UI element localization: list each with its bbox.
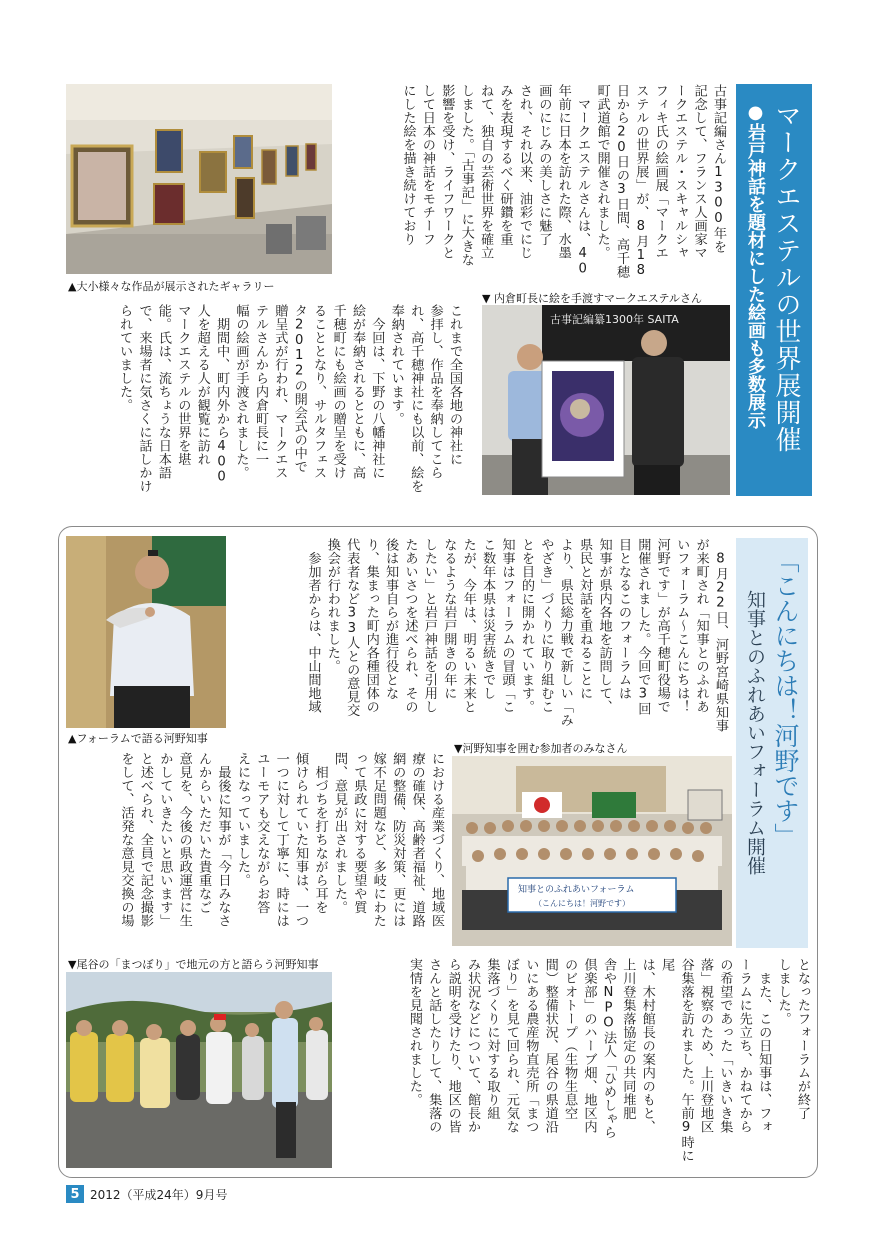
article1-subtitle: ●岩戸神話を題材にした絵画も多数展示: [745, 102, 766, 429]
caption-governor: ▲フォーラムで語る河野知事: [68, 732, 208, 745]
article1-body-col2: これまで全国各地の神社に 参拝し、作品を奉納してこら れ、高千穂神社にも以前、絵を 奉納されています。 今回は、下野の八幡神社に 絵が奉納されるとともに、高 千穂町にも絵画の贈呈を受け ることとなり、サルタフェス タ2012の開会式の中で 贈呈式が行われ、マークエス テルさんから内倉町長に一 幅の絵画が手渡されました。 期間中、町内外から400 人を超える人が観覧に訪れ マークエステルの世界を堪 能。氏は、流ちょうな日本語 で、来場者に気さくに話しかけ られていました。: [117, 304, 462, 493]
article1-body-col1: 古事記編さん1300年を 記念して、フランス人画家マ ークエステル・スキャルシャ フィキ氏の絵画展「マークエ ステルの世界展」が、8月18 日から20日の3日間、高千穂 町武道館で開催されました。 マークエステルさんは、40 年前に日本を訪れた際、水墨 画のにじみの美しさに魅了 され、それ以来、油彩でにじ みを表現するべく研鑽を重 ねて、独自の芸術世界を確立 しました。「古事記」に大きな 影響を受け、ライフワークと して日本の神話をモチーフ にした絵を描き続けており: [400, 84, 726, 279]
group-photo: [452, 756, 732, 946]
page-number: 5: [66, 1185, 84, 1203]
gallery-photo: [66, 84, 332, 274]
gallery-image: [66, 84, 332, 274]
issue-label: 2012（平成24年）9月号: [90, 1187, 228, 1202]
article2-title: 「こんにちは！河野です」: [771, 548, 800, 848]
caption-gallery: ▲大小様々な作品が展示されたギャラリー: [68, 280, 275, 293]
caption-handover: ▼ 内倉町長に絵を手渡すマークエステルさん: [482, 292, 702, 305]
village-image: [66, 972, 332, 1168]
article2-title-banner: [736, 538, 808, 948]
group-image: [452, 756, 732, 946]
group-banner-main: 知事とのふれあいフォーラム: [518, 885, 635, 895]
article2-body-col1: 8月22日、河野宮崎県知事 が来町され「知事とのふれあ いフォーラム〜こんにちは！ 河野です」が高千穂町役場で 開催されました。今回で3回 目となるこのフォーラムは 知事が県内各地を訪問して、 県民と対話を重ねることに より、県民総力戦で新しい「み やざき」づくりに取り組むこ とを目的に開かれています。 知事はフォーラムの冒頭「こ こ数年本県は災害続きでし たが、今年は、明るい未来と なるような岩戸開きの年に したい」と岩戸神話を引用し たあいさつを述べられ、その 後は知事自らが進行役とな り、集まった町内各種団体の 代表者など33人との意見交 換会が行われました。 参加者からは、中山間地域: [305, 538, 728, 733]
group-banner-sub: （こんにちは！河野です）: [534, 899, 630, 908]
village-photo: [66, 972, 332, 1168]
governor-image: [66, 536, 226, 728]
article2-body-col3: となったフォーラムが終了 しました。 また、この日知事は、フォ ーラムに先立ち、かねてから の希望であった「いきいき集 落」視察のため、上川登地区 谷集落を訪れました。午前9時に尾 は、木村館長の案内のもと、 上川登集落協定の共同堆肥 舎やNPO法人「ひめしゃら 倶楽部」のハーブ畑、地区内 のビオトープ（生物生息空 間）整備状況、尾谷の県道沿 いにある農産物直売所「まつ ぼり」を見て回られ、元気な 集落づくりに対する取り組 み状況などについて、館長か ら説明を受けたり、地区の皆 さんと話したりして、集落の 実情を見聞されました。: [406, 958, 810, 1163]
article2-body-col2: における産業づくり、地域医 療の確保、高齢者福祉、道路 網の整備、防災対策、更には 嫁不足問題など、多岐にわた って県政に対する要望や質 問、意見が出されました。 相づちを打ちながら耳を 傾けられていた知事は、一つ 一つに対して丁寧に、時には ユーモアも交えながらお答 えになっていました。 最後に知事が「今日みなさ んからいただいた貴重なご 意見を、今後の県政運営に生 かしていきたいと思います」 と述べられ、全員で記念撮影 をして、活発な意見交換の場: [118, 752, 444, 928]
handover-photo: [482, 305, 730, 495]
page-footer: [66, 1184, 227, 1204]
article1-title-banner: [736, 84, 812, 496]
sign-text: 古事記編纂1300年 SAITA: [550, 313, 679, 326]
governor-photo: [66, 536, 226, 728]
article2-subtitle: 知事とのふれあいフォーラム開催: [744, 590, 766, 875]
handover-image: [482, 305, 730, 495]
article1-title: マークエステルの世界展開催: [771, 102, 801, 453]
caption-group: ▼河野知事を囲む参加者のみなさん: [454, 742, 628, 755]
caption-village: ▼尾谷の「まつぼり」で地元の方と語らう河野知事: [68, 958, 319, 971]
